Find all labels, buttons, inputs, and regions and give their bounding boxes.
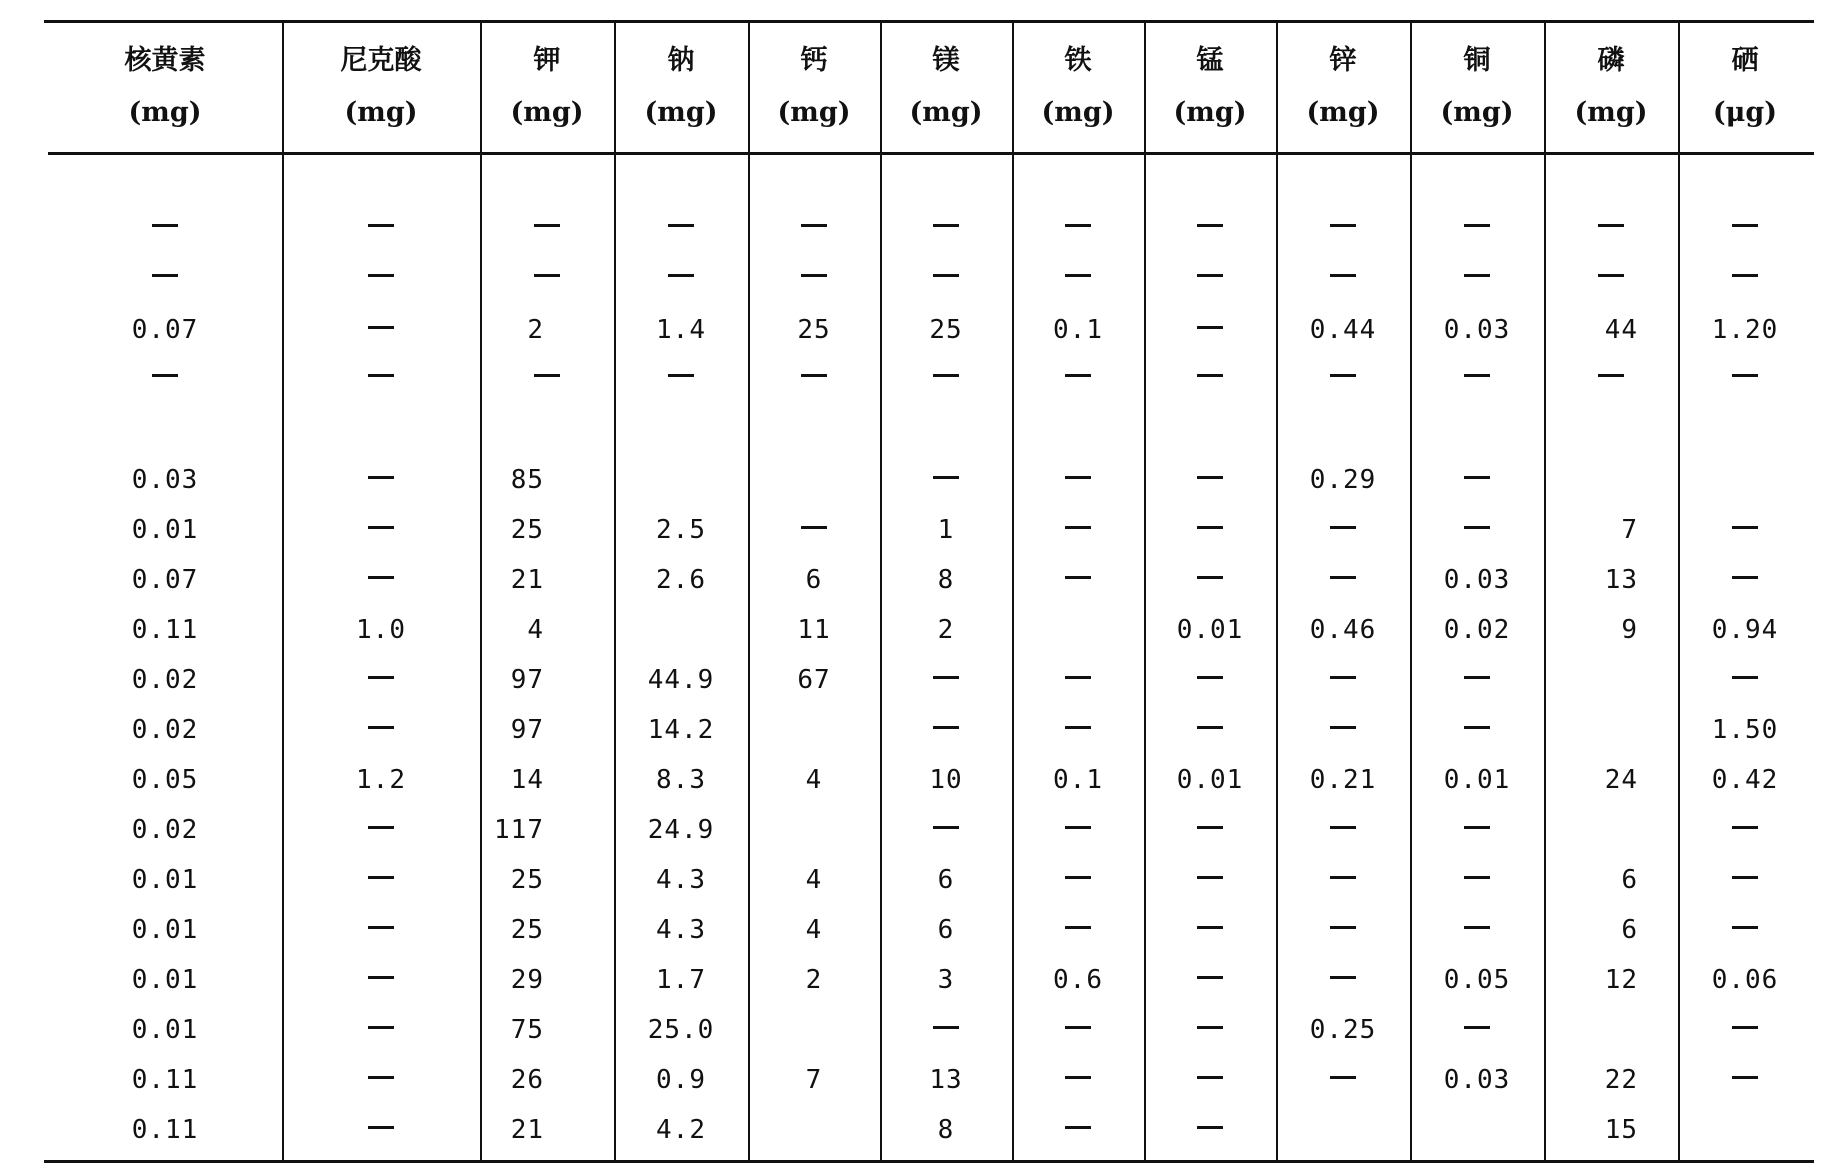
dash-mark xyxy=(1197,876,1223,879)
dash-mark xyxy=(1464,726,1490,729)
table-cell: 6 xyxy=(1621,865,1638,895)
table-cell: 12 xyxy=(1604,965,1638,995)
table-cell: 7 xyxy=(1621,515,1638,545)
dash-mark xyxy=(1732,926,1758,929)
dash-mark xyxy=(801,526,827,529)
table-cell: 24.9 xyxy=(647,815,715,845)
table-cell: 11 xyxy=(797,615,831,645)
dash-mark xyxy=(1464,826,1490,829)
table-cell: 0.01 xyxy=(1443,765,1511,795)
table-cell: 0.01 xyxy=(1176,765,1244,795)
dash-mark xyxy=(933,726,959,729)
table-cell: 1.4 xyxy=(656,315,706,345)
dash-mark xyxy=(368,476,394,479)
dash-mark xyxy=(1330,726,1356,729)
dash-mark xyxy=(1197,1026,1223,1029)
column-header-unit: (mg) xyxy=(1173,97,1247,128)
dash-mark xyxy=(1330,676,1356,679)
dash-mark xyxy=(801,274,827,277)
table-cell: 3 xyxy=(937,965,955,995)
table-cell: 0.25 xyxy=(1309,1015,1377,1045)
table-cell: 26 xyxy=(510,1065,544,1095)
table-cell: 0.02 xyxy=(131,665,199,695)
dash-mark xyxy=(368,1126,394,1129)
dash-mark xyxy=(1330,876,1356,879)
table-bottom-rule xyxy=(44,1160,1814,1163)
table-cell: 97 xyxy=(510,665,544,695)
column-header-name: 铁 xyxy=(1064,45,1092,76)
table-cell: 6 xyxy=(937,865,955,895)
table-cell: 6 xyxy=(1621,915,1638,945)
table-cell: 14.2 xyxy=(647,715,715,745)
dash-mark xyxy=(1197,224,1223,227)
table-cell: 97 xyxy=(510,715,544,745)
column-header-unit: (mg) xyxy=(1440,97,1514,128)
dash-mark xyxy=(1197,326,1223,329)
dash-mark xyxy=(1732,876,1758,879)
table-cell: 4 xyxy=(805,765,823,795)
column-header-unit: (mg) xyxy=(1041,97,1115,128)
table-cell: 0.03 xyxy=(1443,565,1511,595)
dash-mark xyxy=(368,224,394,227)
table-cell: 0.02 xyxy=(131,715,199,745)
dash-mark xyxy=(1330,1076,1356,1079)
table-cell: 0.03 xyxy=(131,465,199,495)
table-cell: 0.21 xyxy=(1309,765,1377,795)
table-cell: 2 xyxy=(527,315,544,345)
table-cell: 25.0 xyxy=(647,1015,715,1045)
table-cell: 1 xyxy=(937,515,955,545)
table-cell: 0.6 xyxy=(1053,965,1103,995)
table-cell: 4 xyxy=(805,915,823,945)
table-cell: 0.06 xyxy=(1711,965,1779,995)
table-cell: 0.42 xyxy=(1711,765,1779,795)
dash-mark xyxy=(368,726,394,729)
table-cell: 117 xyxy=(494,815,544,845)
dash-mark xyxy=(1330,274,1356,277)
dash-mark xyxy=(1464,876,1490,879)
column-divider xyxy=(1276,22,1278,1160)
dash-mark xyxy=(1732,576,1758,579)
column-header-unit: (mg) xyxy=(1574,97,1648,128)
table-cell: 1.2 xyxy=(356,765,406,795)
dash-mark xyxy=(368,876,394,879)
table-top-rule xyxy=(44,20,1814,23)
dash-mark xyxy=(1197,526,1223,529)
dash-mark xyxy=(534,274,560,277)
dash-mark xyxy=(1065,224,1091,227)
dash-mark xyxy=(1732,1076,1758,1079)
column-divider xyxy=(282,22,284,1160)
dash-mark xyxy=(1330,976,1356,979)
table-cell: 21 xyxy=(510,565,544,595)
dash-mark xyxy=(368,374,394,377)
table-cell: 4.3 xyxy=(656,915,706,945)
table-cell: 9 xyxy=(1621,615,1638,645)
dash-mark xyxy=(152,274,178,277)
table-cell: 4 xyxy=(527,615,544,645)
dash-mark xyxy=(1197,676,1223,679)
column-header-unit: (mg) xyxy=(909,97,983,128)
table-cell: 0.11 xyxy=(131,1065,199,1095)
table-cell: 75 xyxy=(510,1015,544,1045)
table-cell: 8 xyxy=(937,1115,955,1145)
table-cell: 2 xyxy=(937,615,955,645)
dash-mark xyxy=(1197,976,1223,979)
dash-mark xyxy=(1065,1026,1091,1029)
table-cell: 0.1 xyxy=(1053,315,1103,345)
table-cell: 6 xyxy=(805,565,823,595)
table-cell: 0.03 xyxy=(1443,1065,1511,1095)
table-header-rule xyxy=(48,152,1814,155)
table-cell: 0.01 xyxy=(131,1015,199,1045)
dash-mark xyxy=(801,224,827,227)
dash-mark xyxy=(933,374,959,377)
dash-mark xyxy=(1464,274,1490,277)
table-cell: 0.94 xyxy=(1711,615,1779,645)
column-header-unit: (mg) xyxy=(510,97,584,128)
dash-mark xyxy=(368,1076,394,1079)
dash-mark xyxy=(368,976,394,979)
dash-mark xyxy=(1065,374,1091,377)
dash-mark xyxy=(1197,826,1223,829)
table-cell: 0.07 xyxy=(131,315,199,345)
column-header-name: 核黄素 xyxy=(124,45,206,76)
table-cell: 0.01 xyxy=(131,865,199,895)
column-header-unit: (mg) xyxy=(128,97,202,128)
dash-mark xyxy=(1065,826,1091,829)
dash-mark xyxy=(534,224,560,227)
table-cell: 8.3 xyxy=(656,765,706,795)
dash-mark xyxy=(1065,1126,1091,1129)
table-cell: 25 xyxy=(510,515,544,545)
dash-mark xyxy=(1065,476,1091,479)
column-header-name: 钙 xyxy=(800,45,828,76)
table-cell: 85 xyxy=(510,465,544,495)
dash-mark xyxy=(368,826,394,829)
dash-mark xyxy=(152,224,178,227)
dash-mark xyxy=(668,224,694,227)
dash-mark xyxy=(933,1026,959,1029)
dash-mark xyxy=(1330,826,1356,829)
dash-mark xyxy=(1197,476,1223,479)
dash-mark xyxy=(1732,676,1758,679)
dash-mark xyxy=(1598,224,1624,227)
table-cell: 13 xyxy=(1604,565,1638,595)
table-cell: 4.2 xyxy=(656,1115,706,1145)
table-cell: 7 xyxy=(805,1065,823,1095)
table-cell: 0.05 xyxy=(131,765,199,795)
dash-mark xyxy=(933,274,959,277)
dash-mark xyxy=(1464,374,1490,377)
dash-mark xyxy=(933,826,959,829)
dash-mark xyxy=(933,676,959,679)
table-cell: 67 xyxy=(797,665,831,695)
table-cell: 29 xyxy=(510,965,544,995)
dash-mark xyxy=(1197,274,1223,277)
dash-mark xyxy=(1732,374,1758,377)
table-cell: 44.9 xyxy=(647,665,715,695)
table-cell: 0.11 xyxy=(131,615,199,645)
table-cell: 15 xyxy=(1604,1115,1638,1145)
dash-mark xyxy=(1065,576,1091,579)
dash-mark xyxy=(933,224,959,227)
dash-mark xyxy=(1065,926,1091,929)
column-header-name: 磷 xyxy=(1597,45,1625,76)
table-cell: 22 xyxy=(1604,1065,1638,1095)
table-cell: 0.1 xyxy=(1053,765,1103,795)
table-cell: 0.44 xyxy=(1309,315,1377,345)
table-cell: 4 xyxy=(805,865,823,895)
dash-mark xyxy=(1464,676,1490,679)
table-cell: 6 xyxy=(937,915,955,945)
table-cell: 2 xyxy=(805,965,823,995)
dash-mark xyxy=(1598,274,1624,277)
column-header-name: 钾 xyxy=(533,45,561,76)
table-cell: 13 xyxy=(929,1065,963,1095)
dash-mark xyxy=(1197,726,1223,729)
dash-mark xyxy=(368,576,394,579)
dash-mark xyxy=(801,374,827,377)
dash-mark xyxy=(1464,224,1490,227)
table-cell: 1.50 xyxy=(1711,715,1779,745)
dash-mark xyxy=(1065,1076,1091,1079)
column-header-name: 钠 xyxy=(667,45,695,76)
dash-mark xyxy=(1464,476,1490,479)
table-cell: 0.01 xyxy=(131,515,199,545)
dash-mark xyxy=(933,476,959,479)
dash-mark xyxy=(1330,926,1356,929)
dash-mark xyxy=(1464,1026,1490,1029)
dash-mark xyxy=(1065,526,1091,529)
dash-mark xyxy=(1065,676,1091,679)
column-header-name: 锰 xyxy=(1196,45,1224,76)
dash-mark xyxy=(668,274,694,277)
dash-mark xyxy=(1732,526,1758,529)
table-cell: 25 xyxy=(929,315,963,345)
table-cell: 44 xyxy=(1604,315,1638,345)
table-cell: 0.46 xyxy=(1309,615,1377,645)
column-header-name: 尼克酸 xyxy=(340,45,422,76)
table-cell: 0.05 xyxy=(1443,965,1511,995)
table-cell: 0.01 xyxy=(1176,615,1244,645)
table-cell: 24 xyxy=(1604,765,1638,795)
column-header-name: 镁 xyxy=(932,45,960,76)
dash-mark xyxy=(1464,526,1490,529)
table-cell: 21 xyxy=(510,1115,544,1145)
dash-mark xyxy=(152,374,178,377)
table-cell: 8 xyxy=(937,565,955,595)
table-cell: 0.07 xyxy=(131,565,199,595)
table-cell: 0.02 xyxy=(1443,615,1511,645)
dash-mark xyxy=(1598,374,1624,377)
dash-mark xyxy=(1330,374,1356,377)
table-cell: 0.03 xyxy=(1443,315,1511,345)
column-header-unit: (mg) xyxy=(344,97,418,128)
table-cell: 0.9 xyxy=(656,1065,706,1095)
table-cell: 0.02 xyxy=(131,815,199,845)
dash-mark xyxy=(668,374,694,377)
dash-mark xyxy=(1197,1076,1223,1079)
column-header-name: 铜 xyxy=(1463,45,1491,76)
table-cell: 1.20 xyxy=(1711,315,1779,345)
table-cell: 1.7 xyxy=(656,965,706,995)
column-header-unit: (mg) xyxy=(644,97,718,128)
table-cell: 25 xyxy=(510,915,544,945)
dash-mark xyxy=(1197,926,1223,929)
dash-mark xyxy=(368,326,394,329)
column-header-name: 硒 xyxy=(1731,45,1759,76)
dash-mark xyxy=(1197,1126,1223,1129)
dash-mark xyxy=(1197,576,1223,579)
column-header-name: 锌 xyxy=(1329,45,1357,76)
dash-mark xyxy=(1330,224,1356,227)
dash-mark xyxy=(368,676,394,679)
table-cell: 0.11 xyxy=(131,1115,199,1145)
table-cell: 0.01 xyxy=(131,915,199,945)
dash-mark xyxy=(1197,374,1223,377)
dash-mark xyxy=(1732,1026,1758,1029)
dash-mark xyxy=(1330,526,1356,529)
table-cell: 2.5 xyxy=(656,515,706,545)
dash-mark xyxy=(368,526,394,529)
dash-mark xyxy=(368,274,394,277)
dash-mark xyxy=(1464,926,1490,929)
dash-mark xyxy=(1330,576,1356,579)
table-cell: 0.01 xyxy=(131,965,199,995)
table-cell: 14 xyxy=(510,765,544,795)
dash-mark xyxy=(1732,274,1758,277)
column-header-unit: (mg) xyxy=(1306,97,1380,128)
column-header-unit: (mg) xyxy=(777,97,851,128)
table-cell: 0.29 xyxy=(1309,465,1377,495)
table-cell: 1.0 xyxy=(356,615,406,645)
column-header-unit: (μg) xyxy=(1712,97,1778,128)
dash-mark xyxy=(1065,726,1091,729)
dash-mark xyxy=(1732,224,1758,227)
table-cell: 25 xyxy=(797,315,831,345)
dash-mark xyxy=(368,926,394,929)
table-cell: 2.6 xyxy=(656,565,706,595)
dash-mark xyxy=(534,374,560,377)
table-cell: 4.3 xyxy=(656,865,706,895)
dash-mark xyxy=(1732,826,1758,829)
dash-mark xyxy=(1065,274,1091,277)
table-cell: 10 xyxy=(929,765,963,795)
column-divider xyxy=(1144,22,1146,1160)
table-cell: 25 xyxy=(510,865,544,895)
dash-mark xyxy=(368,1026,394,1029)
dash-mark xyxy=(1065,876,1091,879)
